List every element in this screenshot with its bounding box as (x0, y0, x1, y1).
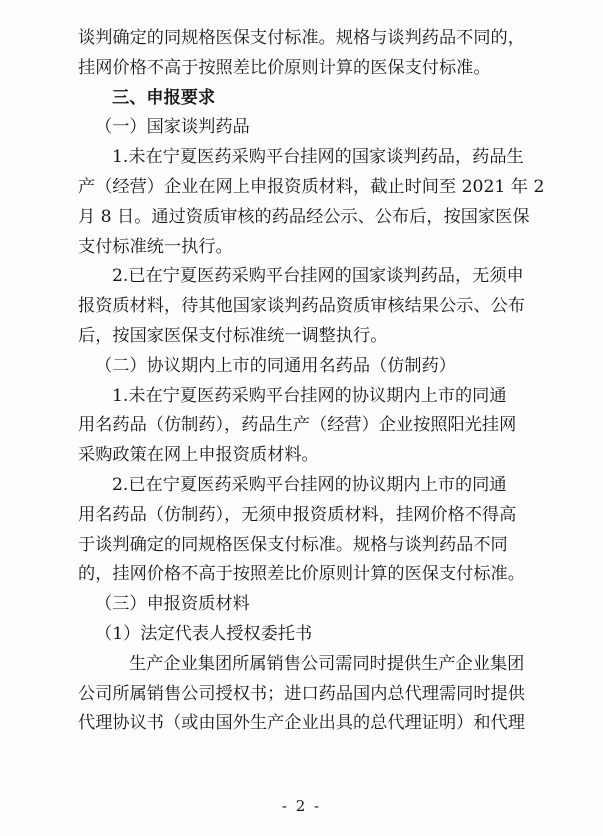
text-line: 报资质材料，待其他国家谈判药品资质审核结果公示、公布 (78, 296, 525, 317)
text-line: 代理协议书（或由国外生产企业出具的总代理证明）和代理 (78, 713, 525, 734)
document-body (78, 24, 548, 739)
text-line: 用名药品（仿制药），无须申报资质材料，挂网价格不得高 (78, 504, 517, 525)
text-line: （1）法定代表人授权委托书 (95, 623, 313, 644)
text-line: 于谈判确定的同规格医保支付标准。规格与谈判药品不同 (78, 534, 508, 555)
text-line: 谈判确定的同规格医保支付标准。规格与谈判药品不同的， (78, 28, 525, 48)
text-line: 1.未在宁夏医药采购平台挂网的协议期内上市的同通 (112, 385, 507, 406)
text-line: 的，挂网价格不高于按照差比价原则计算的医保支付标准。 (78, 564, 525, 585)
text-line: 采购政策在网上申报资质材料。 (78, 445, 319, 466)
text-line: 用名药品（仿制药），药品生产（经营）企业按照阳光挂网 (78, 415, 517, 436)
text-line: 后，按国家医保支付标准统一调整执行。 (78, 325, 388, 346)
page-number: - 2 - (281, 797, 322, 815)
text-line: 挂网价格不高于按照差比价原则计算的医保支付标准。 (78, 57, 491, 78)
text-line: （一）国家谈判药品 (95, 117, 250, 138)
text-line: （二）协议期内上市的同通用名药品（仿制药） (95, 355, 456, 376)
text-line: 生产企业集团所属销售公司需同时提供生产企业集团 (129, 653, 525, 674)
text-line: 2.已在宁夏医药采购平台挂网的协议期内上市的同通 (112, 474, 507, 495)
text-line: 支付标准统一执行。 (78, 236, 233, 257)
text-line: 月 8 日。通过资质审核的药品经公示、公布后，按国家医保 (78, 206, 530, 227)
text-line: 产（经营）企业在网上申报资质材料，截止时间至 2021 年 2 (78, 176, 545, 197)
text-line: 1.未在宁夏医药采购平台挂网的国家谈判药品，药品生 (112, 147, 524, 168)
text-line: 公司所属销售公司授权书；进口药品国内总代理需同时提供 (78, 683, 525, 704)
text-line: 2.已在宁夏医药采购平台挂网的国家谈判药品，无须申 (112, 266, 524, 287)
text-line: （三）申报资质材料 (95, 594, 250, 615)
section-heading: 三、申报要求 (112, 87, 216, 108)
